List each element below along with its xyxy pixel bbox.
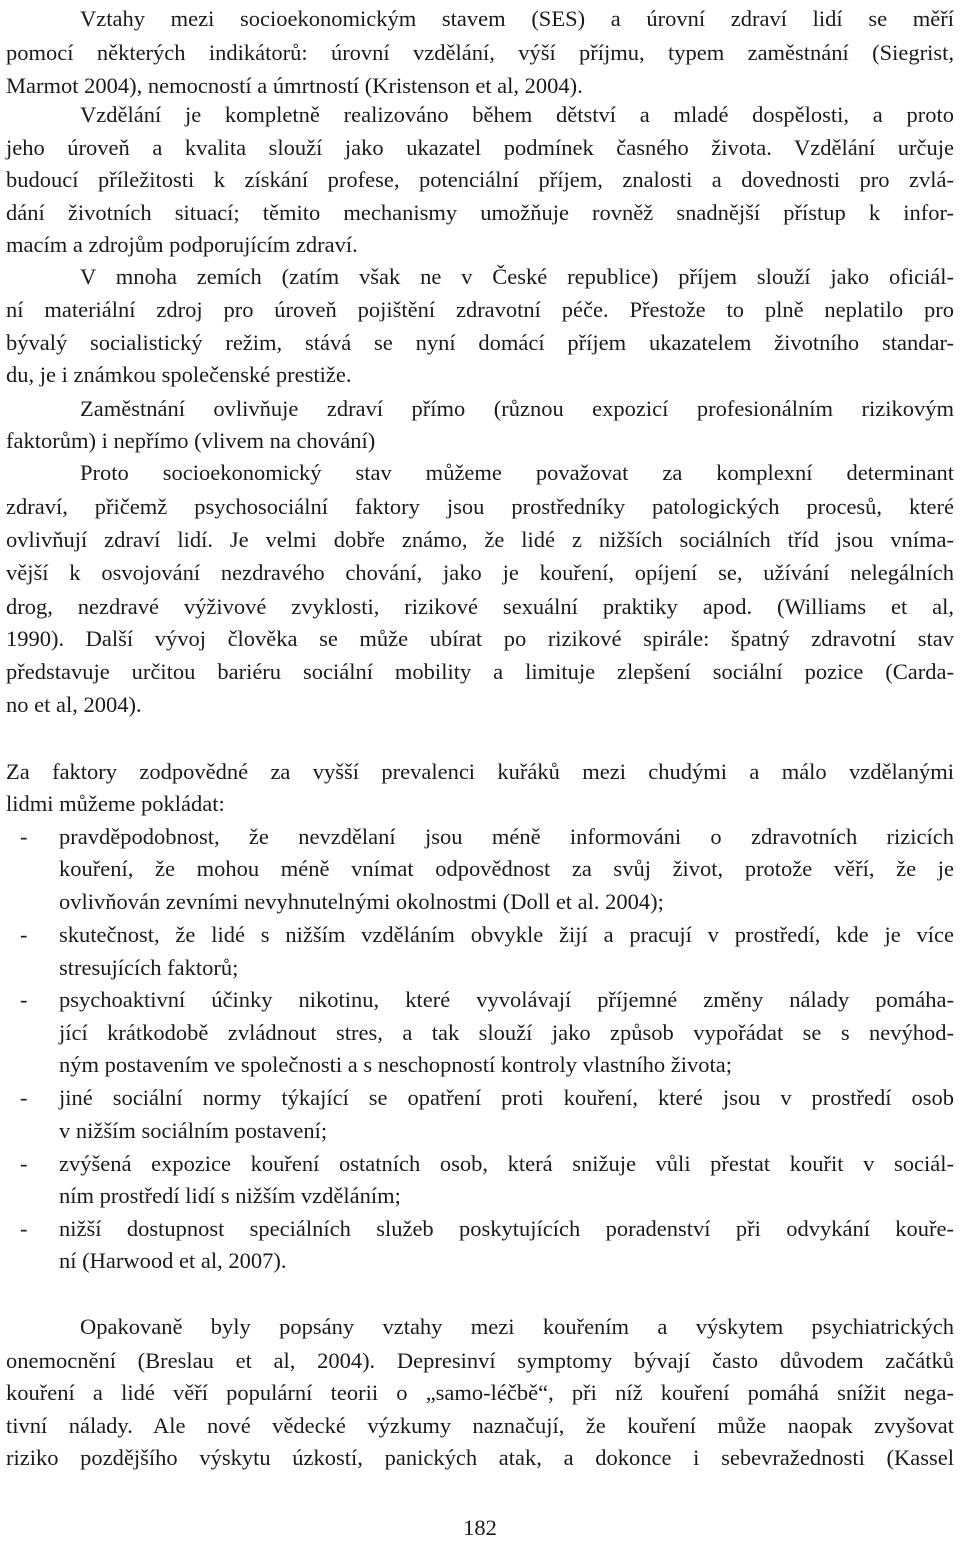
text-line: dání životních situací; těmito mechanismy umožňuje rovněž snadnější přístup k infor- — [6, 200, 954, 225]
text-line: Vztahy mezi socioekonomickým stavem (SES) a úrovní zdraví lidí se měří — [80, 6, 954, 31]
list-item-line: kouření, že mohou méně vnímat odpovědnost za svůj život, protože věří, že je — [59, 856, 954, 881]
list-item-line: v nižším sociálním postavení; — [59, 1118, 328, 1143]
text-line: Opakovaně byly popsány vztahy mezi kouřením a výskytem psychiatrických — [80, 1314, 954, 1339]
list-item-line: ným postavením ve společnosti a s neschopností kontroly vlastního života; — [59, 1052, 733, 1077]
list-item-line: jící krátkodobě zvládnout stres, a tak slouží jako způsob vypořádat se s nevýhod- — [59, 1020, 954, 1045]
text-line: 1990). Další vývoj člověka se může ubírat po rizikové spirále: špatný zdravotní stav — [6, 626, 954, 651]
page-number: 182 — [463, 1515, 497, 1540]
text-line: budoucí příležitosti k získání profese, potenciální příjem, znalosti a dovednosti pro zvlá- — [6, 167, 954, 192]
text-line: faktorům) i nepřímo (vlivem na chování) — [6, 428, 376, 453]
list-bullet: - — [20, 987, 28, 1012]
list-item-line: zvýšená expozice kouření ostatních osob, která snižuje vůli přestat kouřit v sociál- — [59, 1151, 954, 1176]
list-item-line: skutečnost, že lidé s nižším vzděláním obvykle žijí a pracují v prostředí, kde je více — [59, 922, 954, 947]
text-line: onemocnění (Breslau et al, 2004). Depresinví symptomy bývají často důvodem začátků — [6, 1348, 954, 1373]
text-line: zdraví, přičemž psychosociální faktory jsou prostředníky patologických procesů, které — [6, 494, 954, 519]
text-line: ovlivňují zdraví lidí. Je velmi dobře známo, že lidé z nižších sociálních tříd jsou vníma- — [6, 527, 954, 552]
text-line: ní materiální zdroj pro úroveň pojištění zdravotní péče. Přestože to plně neplatilo pro — [6, 297, 954, 322]
text-line: Vzdělání je kompletně realizováno během dětství a mladé dospělosti, a proto — [80, 102, 954, 127]
list-item-line: jiné sociální normy týkající se opatření proti kouření, které jsou v prostředí osob — [59, 1085, 954, 1110]
text-line: bývalý socialistický režim, stává se nyní domácí příjem ukazatelem životního standar- — [6, 330, 954, 355]
list-bullet: - — [20, 1151, 28, 1176]
text-line: tivní nálady. Ale nové vědecké výzkumy naznačují, že kouření může naopak zvyšovat — [6, 1413, 954, 1438]
text-line: vější k osvojování nezdravého chování, jako je kouření, opíjení se, užívání nelegálních — [6, 560, 954, 585]
text-line: drog, nezdravé výživové zvyklosti, rizikové sexuální praktiky apod. (Williams et al, — [6, 594, 954, 619]
list-item-line: nižší dostupnost speciálních služeb poskytujících poradenství při odvykání kouře- — [59, 1216, 954, 1241]
list-item-line: ní (Harwood et al, 2007). — [59, 1248, 287, 1273]
text-line: kouření a lidé věří populární teorii o „samo-léčbě“, při níž kouření pomáhá snížit nega- — [6, 1380, 954, 1405]
list-bullet: - — [20, 1085, 28, 1110]
list-item-line: ním prostředí lidí s nižším vzděláním; — [59, 1183, 401, 1208]
list-item-line: pravděpodobnost, že nevzdělaní jsou méně informováni o zdravotních rizicích — [59, 824, 954, 849]
list-item-line: ovlivňován zevními nevyhnutelnými okolnostmi (Doll et al. 2004); — [59, 889, 664, 914]
list-item-line: stresujících faktorů; — [59, 955, 239, 980]
list-bullet: - — [20, 824, 28, 849]
text-line: pomocí některých indikátorů: úrovní vzdělání, výší příjmu, typem zaměstnání (Siegrist, — [6, 40, 954, 65]
text-line: du, je i známkou společenské prestiže. — [6, 362, 352, 387]
text-line: Marmot 2004), nemocností a úmrtností (Kristenson et al, 2004). — [6, 73, 583, 98]
text-line: Za faktory zodpovědné za vyšší prevalenci kuřáků mezi chudými a málo vzdělanými — [6, 759, 954, 784]
list-bullet: - — [20, 922, 28, 947]
text-line: no et al, 2004). — [6, 692, 142, 717]
list-bullet: - — [20, 1216, 28, 1241]
text-line: jeho úroveň a kvalita slouží jako ukazatel podmínek časného života. Vzdělání určuje — [6, 135, 954, 160]
text-line: macím a zdrojům podporujícím zdraví. — [6, 232, 358, 257]
text-line: představuje určitou bariéru sociální mobility a limituje zlepšení sociální pozice (Carda- — [6, 659, 954, 684]
text-line: Proto socioekonomický stav můžeme považovat za komplexní determinant — [80, 460, 954, 485]
text-line: V mnoha zemích (zatím však ne v České republice) příjem slouží jako oficiál- — [80, 264, 954, 289]
text-line: Zaměstnání ovlivňuje zdraví přímo (různou expozicí profesionálním rizikovým — [80, 396, 954, 421]
text-line: riziko pozdějšího výskytu úzkostí, panických atak, a dokonce i sebevražednosti (Kassel — [6, 1445, 954, 1470]
text-line: lidmi můžeme pokládat: — [6, 791, 225, 816]
list-item-line: psychoaktivní účinky nikotinu, které vyvolávají příjemné změny nálady pomáha- — [59, 987, 954, 1012]
